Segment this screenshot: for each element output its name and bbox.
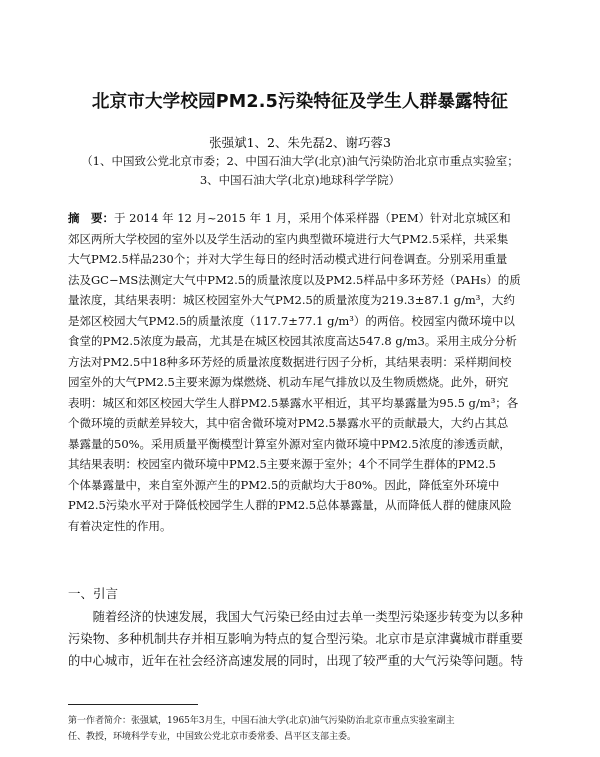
abstract-line: 个微环境的贡献差异较大，其中宿舍微环境对PM2.5暴露水平的贡献最大，大约占其总 (68, 416, 509, 430)
abstract-line: PM2.5污染水平对于降低校园学生人群的PM2.5总体暴露量，从而降低人群的健康风险 (68, 498, 512, 512)
footnote-line: 任、教授，环境科学专业，中国致公党北京市委常委、昌平区支部主委。 (68, 732, 357, 742)
footnote-line: 第一作者简介：张强斌，1965年3月生，中国石油大学(北京)油气污染防治北京市重点实验室副主 (68, 716, 455, 726)
abstract-line: 法及GC−MS法测定大气中PM2.5的质量浓度以及PM2.5样品中多环芳烃（PAHs）的质 (68, 272, 521, 287)
abstract-line: 食堂的PM2.5浓度为最高，尤其是在城区校园其浓度高达547.8 g/m3。采用主成分分析 (68, 334, 517, 348)
body-line: 随着经济的快速发展，我国大气污染已经由过去单一类型污染逐步转变为以多种 (68, 610, 523, 624)
author-list: 张强斌1、2、朱先磊2、谢巧蓉3 (209, 135, 391, 150)
abstract-line: 郊区两所大学校园的室外以及学生活动的室内典型微环境进行大气PM2.5采样，共采集 (68, 231, 509, 246)
abstract-line: 量浓度，其结果表明：城区校园室外大气PM2.5的质量浓度为219.3±87.1 g/m³，大约 (68, 293, 515, 307)
abstract-line: 有着决定性的作用。 (68, 518, 172, 533)
abstract-line: 暴露量的50%。采用质量平衡模型计算室外源对室内微环境中PM2.5浓度的渗透贡献， (68, 436, 511, 451)
abstract-line (68, 208, 540, 229)
body-line: 污染物、多种机制共存并相互影响为特点的复合型污染。北京市是京津冀城市群重要 (68, 632, 523, 646)
paper-title: 北京市大学校园PM2.5污染特征及学生人群暴露特征 (91, 92, 509, 112)
affiliation-line-2: 3、中国石油大学(北京)地球科学学院） (199, 173, 401, 187)
abstract-line: 是郊区校园大气PM2.5的质量浓度（117.7±77.1 g/m³）的两倍。校园室内微环境中以 (68, 313, 515, 328)
section-heading: 一、引言 (68, 586, 119, 601)
abstract-label: 摘 要： (68, 211, 114, 225)
introduction-text (68, 606, 544, 672)
abstract-text: 于 2014 年 12 月~2015 年 1 月，采用个体采样器（PEM）针对北京城区和 (114, 211, 511, 225)
affiliation-line-1: （1、中国致公党北京市委；2、中国石油大学(北京)油气污染防治北京市重点实验室； (81, 154, 519, 168)
footnote-divider (68, 704, 198, 705)
abstract-line: 大气PM2.5样品230个；并对大学生每日的经时活动模式进行问卷调查。分别采用重量 (68, 252, 508, 266)
abstract-line: 个体暴露量中，来自室外源产生的PM2.5的贡献均大于80%。因此，降低室外环境中 (68, 477, 500, 492)
abstract (68, 208, 540, 536)
abstract-line: 表明：城区和郊区校园大学生人群PM2.5暴露水平相近，其平均暴露量为95.5 g/m³；各 (68, 395, 519, 410)
abstract-line: 其结果表明：校园室内微环境中PM2.5主要来源于室外；4个不同学生群体的PM2.5 (68, 457, 496, 471)
abstract-line: 园室外的大气PM2.5主要来源为煤燃烧、机动车尾气排放以及生物质燃烧。此外，研究 (68, 375, 509, 389)
body-line: 的中心城市，近年在社会经济高速发展的同时，出现了较严重的大气污染等问题。特 (68, 654, 523, 668)
footnote (68, 713, 544, 745)
abstract-line: 方法对PM2.5中18种多环芳烃的质量浓度数据进行因子分析，其结果表明：采样期间校 (68, 354, 512, 369)
